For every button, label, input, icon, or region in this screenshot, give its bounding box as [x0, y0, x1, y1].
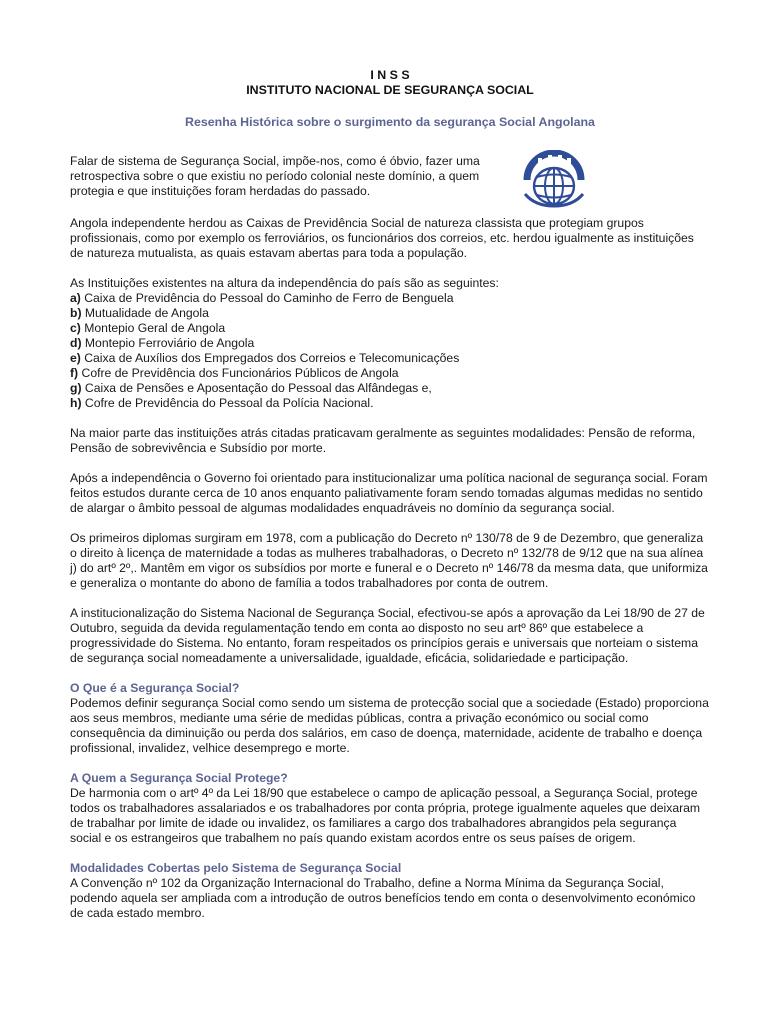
section-title-what-is: O Que é a Segurança Social?	[70, 681, 240, 695]
institutions-list-intro: As Instituições existentes na altura da independência do país são as seguintes:	[70, 276, 499, 290]
header-institute-name: INSTITUTO NACIONAL DE SEGURANÇA SOCIAL	[246, 83, 534, 97]
paragraph-modalities: Na maior parte das instituições atrás citadas praticavam geralmente as seguintes modalidades: Pensão de reforma, Pensão de sobrevivência e Subsídio por morte.	[70, 426, 696, 455]
intro-paragraph: Falar de sistema de Segurança Social, impõe-nos, como é óbvio, fazer uma retrospectiva sobre o que existiu no período colonial neste domínio, a quem protegia e que instituições foram herdadas do passado.	[70, 154, 480, 198]
document-page	[70, 68, 710, 921]
section-text-who-protects: De harmonia com o artº 4º da Lei 18/90 que estabelece o campo de aplicação pessoal, a Segurança Social, protege todos os trabalhadores assalariados e os trabalhadores por conta própria, protege igualmente aqueles que deixaram de trabalhar por limite de idade ou invalidez, os familiares a cargo dos trabalhadores abrangidos pela segurança social e os estrangeiros que trabalhem no país quando existam acordos entre os seus países de origem.	[70, 786, 701, 845]
paragraph-independence: Após a independência o Governo foi orientado para institucionalizar uma política nacional de segurança social. Foram feitos estudos durante cerca de 10 anos enquanto paliativamente foram sendo tomadas algumas medidas no sentido de alargar o âmbito pessoal de algumas modalidades enquadráveis no domínio da segurança social.	[70, 471, 708, 515]
paragraph-heritage: Angola independente herdou as Caixas de Previdência Social de natureza classista que protegiam grupos profissionais, como por exemplo os ferroviários, os funcionários dos correios, etc. herdou igualmente as instituições de natureza mutualista, as quais estavam abertas para toda a população.	[70, 216, 694, 260]
document-subtitle: Resenha Histórica sobre o surgimento da segurança Social Angolana	[185, 115, 595, 129]
list-item: c) Montepio Geral de Angola	[70, 321, 226, 335]
section-title-modalities: Modalidades Cobertas pelo Sistema de Segurança Social	[70, 861, 402, 875]
header-acronym: I N S S	[370, 68, 410, 82]
list-item: h) Cofre de Previdência do Pessoal da Polícia Nacional.	[70, 396, 374, 410]
paragraph-first-decrees: Os primeiros diplomas surgiram em 1978, com a publicação do Decreto nº 130/78 de 9 de Dezembro, que generaliza o direito à licença de maternidade a todas as mulheres trabalhadoras, o Decreto nº 132/78 de 9/12 que na sua alínea j) do artº 2º,. Mantêm em vigor os subsídios por morte e funeral e o Decreto nº 146/78 da mesma data, que uniformiza e generaliza o montante do abono de família a todos trabalhadores por conta de outrem.	[70, 531, 708, 590]
list-item: a) Caixa de Previdência do Pessoal do Caminho de Ferro de Benguela	[70, 291, 454, 305]
institutions-list	[70, 276, 710, 411]
list-item: e) Caixa de Auxílios dos Empregados dos Correios e Telecomunicações	[70, 351, 460, 365]
list-item: d) Montepio Ferroviário de Angola	[70, 336, 255, 350]
document-header	[70, 68, 710, 98]
section-text-what-is: Podemos definir segurança Social como sendo um sistema de protecção social que a sociedade (Estado) proporciona aos seus membros, mediante uma série de medidas públicas, contra a privação económico ou social como consequência da diminuição ou perda dos salários, em caso de doença, maternidade, acidente de trabalho e doença profissional, invalidez, velhice desemprego e morte.	[70, 696, 709, 755]
paragraph-institutionalization: A institucionalização do Sistema Nacional de Segurança Social, efectivou-se após a aprovação da Lei 18/90 de 27 de Outubro, seguida da devida regulamentação tendo em conta ao disposto no seu artº 86º que estabelece a progressividade do Sistema. No entanto, foram respeitados os princípios gerais e universais que norteiam o sistema de segurança social nomeadamente a universalidade, igualdade, eficácia, solidariedade e participação.	[70, 606, 705, 665]
section-title-who-protects: A Quem a Segurança Social Protege?	[70, 771, 288, 785]
list-item: f) Cofre de Previdência dos Funcionários Públicos de Angola	[70, 366, 399, 380]
list-item: g) Caixa de Pensões e Aposentação do Pessoal das Alfândegas e,	[70, 381, 432, 395]
section-text-modalities: A Convenção nº 102 da Organização Internacional do Trabalho, define a Norma Mínima da Segurança Social, podendo aquela ser ampliada com a introdução de outros benefícios tendo em conta o desenvolvimento económico de cada estado membro.	[70, 876, 696, 920]
list-item: b) Mutualidade de Angola	[70, 306, 209, 320]
